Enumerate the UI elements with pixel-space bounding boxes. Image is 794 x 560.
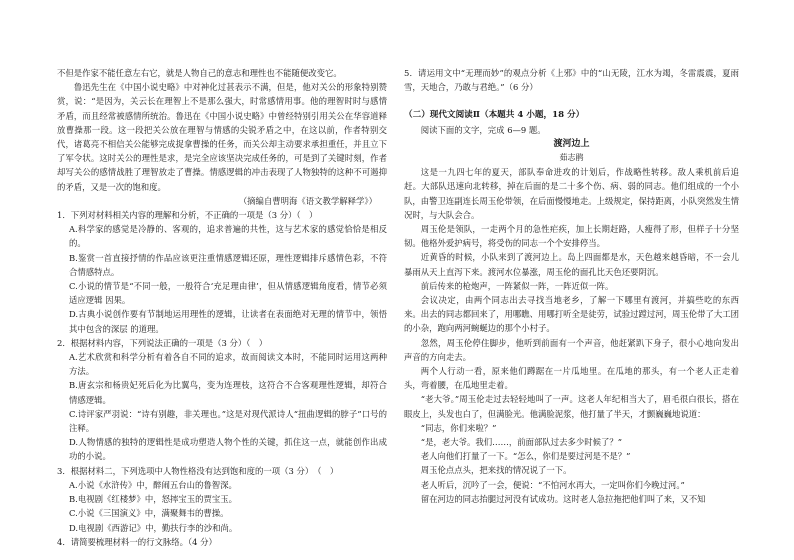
left-column bbox=[57, 66, 387, 549]
question-2: 2．根据材料内容，下列说法正确的一项是（3 分）（ ） bbox=[57, 337, 268, 348]
question-1: 1．下列对材料相关内容的理解和分析，不正确的一项是（3 分）（ ） bbox=[57, 210, 318, 221]
story-paragraph: “是，老大爷。我们……，前面部队过去多少时候了？” bbox=[420, 437, 622, 448]
story-paragraph: 忽然，周玉伦停住脚步，他听到前面有一个声音，他赶紧趴下身子，很小心地向发出声音的方向走去。 bbox=[404, 337, 739, 362]
right-column bbox=[404, 66, 739, 506]
question-1-option-d: D.古典小说创作要有节制地运用理性的逻辑，让读者在表面绝对无理的情节中，领悟其中包含的深层 的道理。 bbox=[69, 309, 387, 334]
question-3: 3．根据材料二，下列选项中人物性格没有达到饱和度的一项（3 分） （ ） bbox=[57, 465, 339, 476]
story-paragraph: “老大爷。”周玉伦走过去轻轻地叫了一声。这老人年纪相当大了，眉毛很白很长，搭在眼皮上，头发也白了，但满脸光。他满脸泥浆，他打量了半天，才颤巍巍地说道： bbox=[404, 394, 739, 419]
question-2-option-a: A.艺术欣赏和科学分析有着各自不同的追求，故而阅读文本时，不能同时运用这两种方法。 bbox=[69, 352, 387, 377]
question-1-option-a: A.科学家的感觉是冷静的、客观的，追求普遍的共性，这与艺术家的感觉恰恰是相反的。 bbox=[69, 224, 387, 249]
question-1-option-c: C.小说的情节是“不同一般，一般符合‘充足理由律’，但从情感逻辑角度看，情节必须适应逻辑 因果。 bbox=[69, 281, 387, 306]
question-3-option-d: D.电视剧《西游记》中，勤扶行李的沙和尚。 bbox=[69, 522, 238, 533]
story-paragraph: 两个人行动一看，原来他们蹲踞在一片瓜地里。在瓜地的那头，有一个老人正走着头，弯着腰，在瓜地里走着。 bbox=[404, 366, 739, 391]
story-paragraph: 这是一九四七年的夏天，部队奉命进攻的计划后，作战略性转移。敌人乘机前后追赶。大部队迅速向北转移，掉在后面的是二十多个伤、病、弱的同志。他们组成的一个小队，由警卫连副连长周玉伦带领，在后面慢慢地走。上级规定，保持距离，小队突然发生情况时，与大队会合。 bbox=[404, 167, 739, 220]
story-paragraph: 周玉伦是领队，一走两个月的急性疟疾，加上长期赶路，人瘦得了形，但样子十分坚韧。他格外爱护病号，将受伤的同志一个个安排停当。 bbox=[404, 224, 739, 249]
question-3-option-c: C.小说《三国演义》中，满聚舞韦的曹操。 bbox=[69, 508, 229, 519]
story-paragraph: 老人向他们打量了一下。“怎么，你们是要过河是不是？” bbox=[420, 451, 631, 462]
story-paragraph: 会议决定，由两个同志出去寻找当地老乡，了解一下哪里有渡河，并搞些吃的东西来。出去的同志都回来了，用哪瞧、用哪打听全是徒劳，试验过蹚过河，周玉伦带了大工团的小杂，跑向两河蜿蜒边的那个小村子。 bbox=[404, 295, 739, 334]
question-3-option-a: A.小说《水浒传》中，醉闹五台山的鲁智深。 bbox=[69, 479, 237, 490]
story-paragraph: 近黄昏的时候，小队来到了渡河边上。岛上四面都是水，天色越来越昏暗，不一会儿暴雨从天上直泻下来。渡河水位暴涨，周玉伦的面孔比天色还要阴沉。 bbox=[404, 252, 739, 277]
section-heading: （二）现代文阅读Ⅱ（本题共 4 小题，18 分） bbox=[404, 110, 585, 121]
question-2-option-b: B.唐玄宗和杨贵妃死后化为比翼鸟，变为连理枝，这符合不合客观理性逻辑，却符合情感逻辑。 bbox=[69, 380, 387, 405]
section-instruction: 阅读下面的文字，完成 6—9 题。 bbox=[420, 124, 546, 135]
question-1-option-b: B.鉴赏一首直接抒情的作品应该更注重情感逻辑还原，理性逻辑排斥感情色彩，不符合情感特点。 bbox=[69, 252, 387, 277]
story-paragraph: 前后传来的枪炮声，一阵紧似一阵，一阵近似一阵。 bbox=[420, 280, 614, 291]
question-4: 4．请简要梳理材料一的行文脉络。（4 分） bbox=[57, 536, 217, 547]
story-author: 茹志鹃 bbox=[559, 153, 584, 163]
question-2-option-d: D.人物情感的独特的逻辑性是成功塑造人物个性的关键，抓住这一点，就能创作出成功的小说。 bbox=[69, 437, 387, 462]
story-title: 渡河边上 bbox=[553, 138, 590, 149]
story-paragraph: 周玉伦点点头，把来找的情况说了一下。 bbox=[420, 465, 572, 476]
story-paragraph: 老人听后，沉吟了一会，便说：“不怕河水再大，一定叫你们今晚过河。” bbox=[420, 479, 685, 490]
passage-paragraph: 鲁迅先生在《中国小说史略》中对神化过甚表示不满，但是，他对关公的形象特别赞赏，说：“是因为，关云长在理智上不是那么强大，时常感情用事。他的理智时时与感情矛盾，而且经常被感情所统治。鲁迅在《中国小说史略》中曾经特别引用关公在华容道释放曹操那一段。这一段把关公放在理智与情感的尖锐矛盾之中，在这以前，作者特别交代，诸葛亮不相信关公能够完成捉拿曹操的任务，而关公却主动要求承担重任，并且立下了军令状。这时关公的理性是求，是完全应该坚决完成任务的，可是到了关键时刻，作者却写关公的感情战胜了理智放走了曹操。情感逻辑的冲击表现了人物独特的这种不可遏抑的矛盾，又是一次的饱和度。 bbox=[57, 82, 387, 192]
question-5: 5．请运用文中“无理而妙”的观点分析《上邪》中的“山无陵，江水为竭，冬雷震震，夏雨雪，天地合，乃敢与君绝。”（6 分） bbox=[404, 68, 739, 93]
citation: （摘编自曹明海《语文教学解释学》） bbox=[238, 195, 377, 206]
story-paragraph: 留在河边的同志抬腿过河没有试成功。这时老人急拉拖把他们叫了来，又不知 bbox=[420, 493, 706, 504]
question-3-option-b: B.电视剧《红楼梦》中，怒摔宝玉的贾宝玉。 bbox=[69, 494, 237, 505]
story-paragraph: “同志，你们来啦？” bbox=[420, 422, 497, 433]
passage-paragraph: 不但是作家不能任意左右它，就是人物自己的意志和理性也不能随便改变它。 bbox=[57, 68, 342, 78]
question-2-option-c: C.诗评家严羽说：“诗有别趣，非关理也。”这是对现代派诗人“扭曲逻辑的脖子”口号的注释。 bbox=[69, 408, 387, 434]
spacer bbox=[404, 94, 739, 108]
